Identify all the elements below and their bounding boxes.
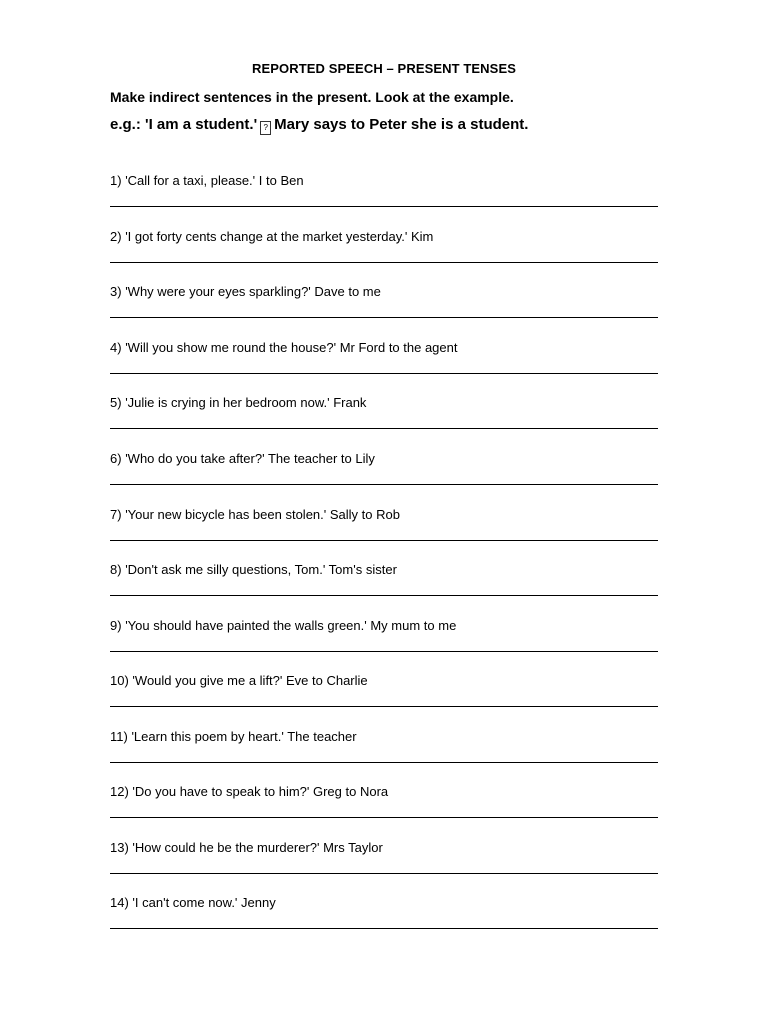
exercise-number: 10): [110, 673, 129, 688]
exercise-item: [110, 895, 658, 935]
worksheet-title: REPORTED SPEECH – PRESENT TENSES: [252, 61, 516, 76]
exercise-text: 'Don't ask me silly questions, Tom.' Tom's sister: [125, 562, 397, 577]
exercise-number: 11): [110, 729, 128, 744]
exercise-text: 'Learn this poem by heart.' The teacher: [131, 729, 357, 744]
exercise-item: [110, 284, 658, 324]
answer-line[interactable]: [110, 540, 658, 541]
example-answer: Mary says to Peter she is a student.: [274, 116, 529, 133]
answer-line[interactable]: [110, 373, 658, 374]
exercise-text: 'Do you have to speak to him?' Greg to Nora: [132, 784, 389, 799]
exercise-item: [110, 562, 658, 602]
exercise-number: 12): [110, 784, 129, 799]
exercise-number: 6): [110, 451, 122, 466]
exercise-text: 'Would you give me a lift?' Eve to Charlie: [132, 673, 368, 688]
answer-line[interactable]: [110, 262, 658, 263]
exercise-item: [110, 840, 658, 880]
exercise-text: 'Your new bicycle has been stolen.' Sally to Rob: [125, 507, 400, 522]
exercise-number: 4): [110, 340, 122, 355]
exercise-number: 1): [110, 173, 122, 188]
answer-line[interactable]: [110, 928, 658, 929]
example-sentence: [110, 116, 528, 135]
exercise-item: [110, 729, 658, 769]
answer-line[interactable]: [110, 595, 658, 596]
exercise-text: 'I got forty cents change at the market yesterday.' Kim: [125, 229, 434, 244]
exercise-number: 5): [110, 395, 122, 410]
answer-line[interactable]: [110, 317, 658, 318]
exercise-text: 'I can't come now.' Jenny: [132, 895, 276, 910]
exercise-text: 'How could he be the murderer?' Mrs Taylor: [132, 840, 383, 855]
exercise-number: 2): [110, 229, 122, 244]
exercise-item: [110, 229, 658, 269]
exercise-number: 13): [110, 840, 129, 855]
instruction-text: Make indirect sentences in the present. Look at the example.: [110, 89, 514, 105]
exercise-number: 9): [110, 618, 122, 633]
exercise-text: 'Julie is crying in her bedroom now.' Frank: [125, 395, 367, 410]
exercise-item: [110, 507, 658, 547]
answer-line[interactable]: [110, 651, 658, 652]
exercise-item: [110, 340, 658, 380]
example-quote: e.g.: 'I am a student.': [110, 116, 258, 133]
arrow-glyph-icon: ?: [260, 121, 271, 135]
answer-line[interactable]: [110, 206, 658, 207]
exercise-item: [110, 395, 658, 435]
exercise-text: 'You should have painted the walls green.' My mum to me: [125, 618, 457, 633]
exercise-item: [110, 618, 658, 658]
answer-line[interactable]: [110, 484, 658, 485]
answer-line[interactable]: [110, 428, 658, 429]
exercise-number: 3): [110, 284, 122, 299]
exercise-item: [110, 673, 658, 713]
answer-line[interactable]: [110, 706, 658, 707]
exercise-item: [110, 173, 658, 213]
exercise-item: [110, 451, 658, 491]
exercise-text: 'Call for a taxi, please.' I to Ben: [125, 173, 304, 188]
exercise-text: 'Who do you take after?' The teacher to Lily: [125, 451, 375, 466]
answer-line[interactable]: [110, 873, 658, 874]
exercise-text: 'Will you show me round the house?' Mr Ford to the agent: [125, 340, 458, 355]
answer-line[interactable]: [110, 762, 658, 763]
exercise-item: [110, 784, 658, 824]
exercise-number: 7): [110, 507, 122, 522]
exercise-number: 14): [110, 895, 129, 910]
answer-line[interactable]: [110, 817, 658, 818]
exercise-number: 8): [110, 562, 122, 577]
exercise-text: 'Why were your eyes sparkling?' Dave to me: [125, 284, 381, 299]
